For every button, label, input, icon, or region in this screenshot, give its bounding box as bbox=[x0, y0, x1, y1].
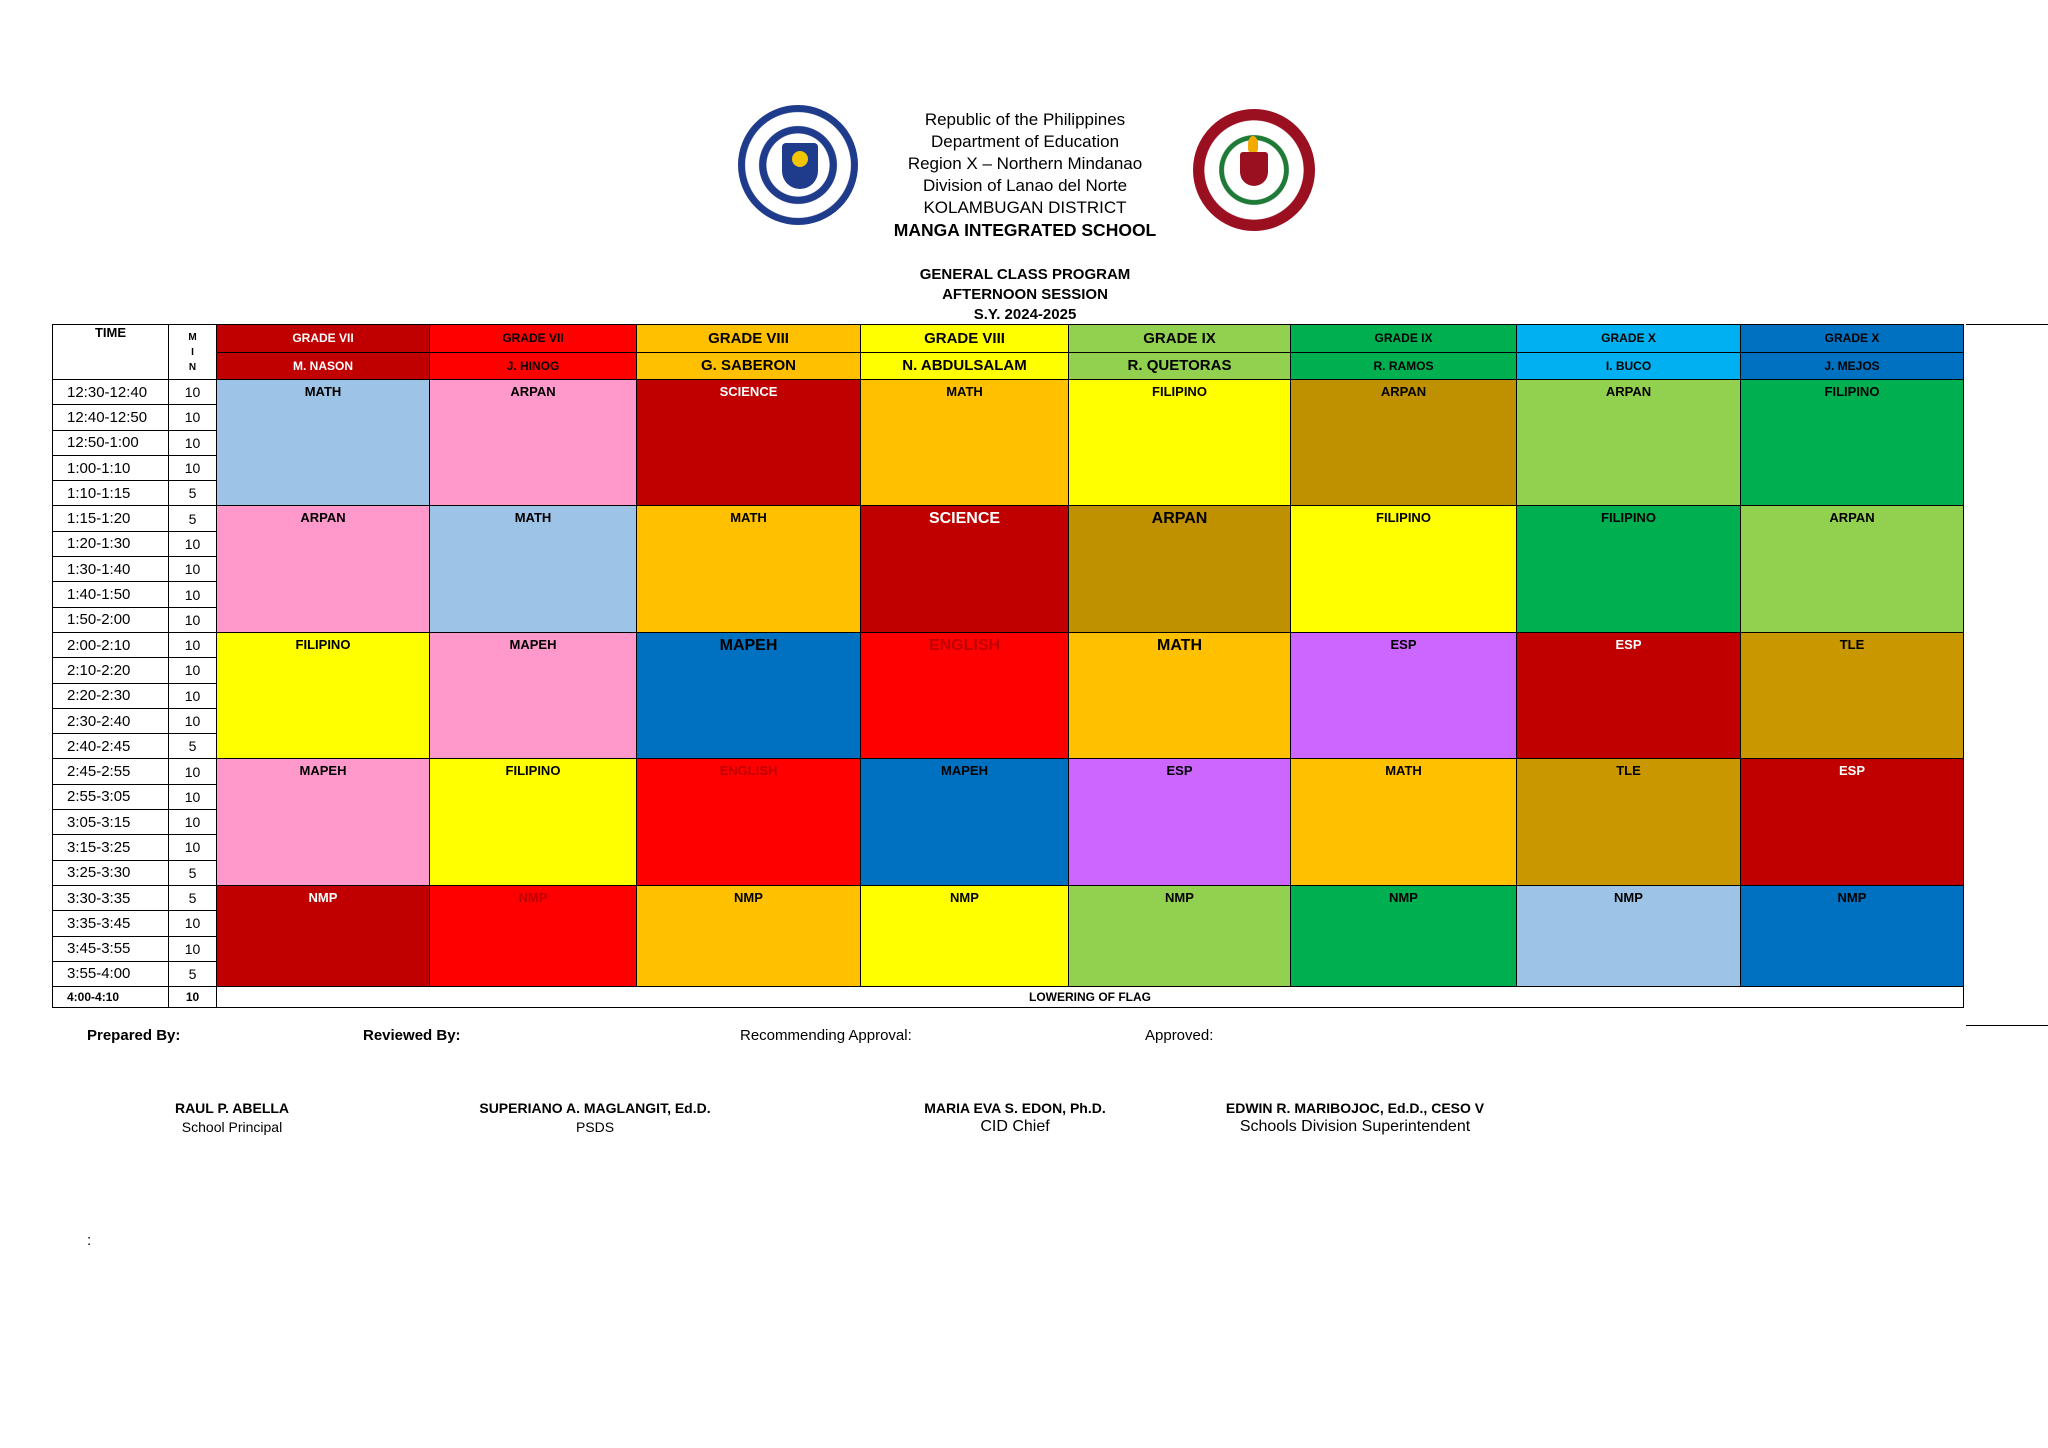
adviser-header: G. SABERON bbox=[637, 352, 861, 380]
time-cell: 3:30-3:35 bbox=[53, 885, 169, 910]
minutes-cell: 10 bbox=[169, 835, 217, 860]
grade-header: GRADE VIII bbox=[861, 325, 1069, 353]
signatory-name: RAUL P. ABELLA bbox=[174, 1100, 290, 1116]
grade-header: GRADE IX bbox=[1291, 325, 1517, 353]
adviser-header: R. QUETORAS bbox=[1069, 352, 1291, 380]
adviser-header: J. MEJOS bbox=[1741, 352, 1964, 380]
minutes-cell: 5 bbox=[169, 885, 217, 910]
time-cell: 2:45-2:55 bbox=[53, 759, 169, 784]
subject-cell: ENGLISH bbox=[637, 759, 861, 885]
minutes-cell: 10 bbox=[169, 430, 217, 455]
grade-header: GRADE X bbox=[1517, 325, 1741, 353]
time-cell: 1:30-1:40 bbox=[53, 557, 169, 582]
minutes-header-letter: N bbox=[188, 361, 197, 373]
table-edge-line bbox=[1966, 324, 2048, 325]
subject-cell: ARPAN bbox=[430, 380, 637, 506]
subject-cell: NMP bbox=[1517, 885, 1741, 986]
approved-label: Approved: bbox=[1145, 1027, 1214, 1044]
grade-header: GRADE VII bbox=[430, 325, 637, 353]
table-edge-line bbox=[1966, 1025, 2048, 1026]
subject-cell: FILIPINO bbox=[430, 759, 637, 885]
adviser-header: I. BUCO bbox=[1517, 352, 1741, 380]
minutes-cell: 10 bbox=[169, 936, 217, 961]
time-header: TIME bbox=[53, 325, 169, 380]
signatory-title: CID Chief bbox=[980, 1118, 1050, 1135]
minutes-cell: 5 bbox=[169, 481, 217, 506]
minutes-cell: 5 bbox=[169, 860, 217, 885]
subject-cell: MAPEH bbox=[217, 759, 430, 885]
subject-cell: FILIPINO bbox=[1741, 380, 1964, 506]
gov-line: Republic of the Philippines bbox=[924, 110, 1126, 129]
time-cell: 3:35-3:45 bbox=[53, 911, 169, 936]
grade-header: GRADE VIII bbox=[637, 325, 861, 353]
deped-seal-logo bbox=[738, 105, 858, 225]
agency-block bbox=[880, 109, 1170, 241]
subject-cell: TLE bbox=[1741, 632, 1964, 758]
signatory-name: EDWIN R. MARIBOJOC, Ed.D., CESO V bbox=[1225, 1100, 1485, 1116]
subject-cell: MAPEH bbox=[637, 632, 861, 758]
minutes-cell: 5 bbox=[169, 961, 217, 986]
subject-cell: MAPEH bbox=[861, 759, 1069, 885]
school-crest-icon bbox=[1240, 152, 1268, 186]
time-cell: 3:25-3:30 bbox=[53, 860, 169, 885]
minutes-cell: 10 bbox=[169, 708, 217, 733]
time-cell: 4:00-4:10 bbox=[53, 987, 169, 1008]
minutes-cell: 10 bbox=[169, 607, 217, 632]
signatory-name: SUPERIANO A. MAGLANGIT, Ed.D. bbox=[479, 1100, 711, 1116]
subject-cell: ARPAN bbox=[1517, 380, 1741, 506]
minutes-cell: 5 bbox=[169, 506, 217, 531]
deped-shield-icon bbox=[782, 143, 818, 189]
time-cell: 1:10-1:15 bbox=[53, 481, 169, 506]
gov-line: Division of Lanao del Norte bbox=[922, 176, 1128, 195]
letterhead bbox=[0, 105, 2048, 255]
class-program-table bbox=[52, 324, 1964, 1008]
minutes-header-letter: M bbox=[188, 331, 197, 343]
time-cell: 3:05-3:15 bbox=[53, 810, 169, 835]
subject-cell: NMP bbox=[637, 885, 861, 986]
time-cell: 1:00-1:10 bbox=[53, 455, 169, 480]
adviser-header: J. HINOG bbox=[430, 352, 637, 380]
time-cell: 3:45-3:55 bbox=[53, 936, 169, 961]
gov-line: KOLAMBUGAN DISTRICT bbox=[923, 198, 1127, 217]
recommending-approval-label: Recommending Approval: bbox=[740, 1027, 912, 1044]
adviser-header: R. RAMOS bbox=[1291, 352, 1517, 380]
subject-cell: NMP bbox=[1291, 885, 1517, 986]
subject-cell: NMP bbox=[1069, 885, 1291, 986]
subject-cell: FILIPINO bbox=[1291, 506, 1517, 632]
signatory-title: Schools Division Superintendent bbox=[1239, 1118, 1471, 1135]
time-slot-row bbox=[53, 885, 1964, 910]
program-title bbox=[880, 265, 1170, 325]
school-name: MANGA INTEGRATED SCHOOL bbox=[893, 220, 1157, 240]
subject-cell: ARPAN bbox=[1741, 506, 1964, 632]
school-seal-logo bbox=[1193, 109, 1315, 231]
minutes-cell: 10 bbox=[169, 531, 217, 556]
time-slot-row bbox=[53, 506, 1964, 531]
time-cell: 1:20-1:30 bbox=[53, 531, 169, 556]
reviewed-by-label: Reviewed By: bbox=[363, 1027, 461, 1044]
subject-cell: MAPEH bbox=[430, 632, 637, 758]
time-cell: 1:15-1:20 bbox=[53, 506, 169, 531]
subject-cell: ENGLISH bbox=[861, 632, 1069, 758]
subject-cell: NMP bbox=[1741, 885, 1964, 986]
time-cell: 2:20-2:30 bbox=[53, 683, 169, 708]
minutes-cell: 10 bbox=[169, 759, 217, 784]
time-cell: 12:40-12:50 bbox=[53, 405, 169, 430]
adviser-header: M. NASON bbox=[217, 352, 430, 380]
time-cell: 1:50-2:00 bbox=[53, 607, 169, 632]
subject-cell: NMP bbox=[861, 885, 1069, 986]
minutes-cell: 10 bbox=[169, 380, 217, 405]
gov-line: Region X – Northern Mindanao bbox=[907, 154, 1143, 173]
signatory-sds bbox=[1190, 1100, 1520, 1136]
subject-cell: FILIPINO bbox=[1069, 380, 1291, 506]
time-slot-row bbox=[53, 759, 1964, 784]
subject-cell: NMP bbox=[430, 885, 637, 986]
time-cell: 2:40-2:45 bbox=[53, 734, 169, 759]
program-name: GENERAL CLASS PROGRAM bbox=[919, 266, 1131, 283]
minutes-cell: 10 bbox=[169, 455, 217, 480]
time-cell: 2:55-3:05 bbox=[53, 784, 169, 809]
minutes-cell: 10 bbox=[169, 405, 217, 430]
grade-header: GRADE IX bbox=[1069, 325, 1291, 353]
adviser-header: N. ABDULSALAM bbox=[861, 352, 1069, 380]
minutes-header-letter: I bbox=[191, 346, 194, 358]
subject-cell: MATH bbox=[430, 506, 637, 632]
subject-cell: ESP bbox=[1741, 759, 1964, 885]
minutes-header bbox=[169, 325, 217, 380]
time-slot-row bbox=[53, 632, 1964, 657]
signatory-title: School Principal bbox=[181, 1119, 283, 1135]
minutes-cell: 10 bbox=[169, 658, 217, 683]
subject-cell: ESP bbox=[1069, 759, 1291, 885]
time-cell: 2:00-2:10 bbox=[53, 632, 169, 657]
subject-cell: ARPAN bbox=[217, 506, 430, 632]
minutes-cell: 10 bbox=[169, 784, 217, 809]
subject-cell: ARPAN bbox=[1069, 506, 1291, 632]
lowering-of-flag-cell: LOWERING OF FLAG bbox=[217, 987, 1964, 1008]
minutes-cell: 10 bbox=[169, 632, 217, 657]
subject-cell: MATH bbox=[1069, 632, 1291, 758]
signatory-principal bbox=[132, 1100, 332, 1135]
time-cell: 2:30-2:40 bbox=[53, 708, 169, 733]
program-school-year: S.Y. 2024-2025 bbox=[973, 306, 1077, 323]
subject-cell: ESP bbox=[1291, 632, 1517, 758]
signatory-psds bbox=[445, 1100, 745, 1135]
time-slot-row bbox=[53, 380, 1964, 405]
subject-cell: FILIPINO bbox=[217, 632, 430, 758]
minutes-cell: 10 bbox=[169, 911, 217, 936]
time-cell: 12:50-1:00 bbox=[53, 430, 169, 455]
subject-cell: MATH bbox=[637, 506, 861, 632]
subject-cell: ESP bbox=[1517, 632, 1741, 758]
prepared-by-label: Prepared By: bbox=[87, 1027, 181, 1044]
minutes-cell: 10 bbox=[169, 987, 217, 1008]
header-row-advisers bbox=[53, 352, 1964, 380]
minutes-cell: 10 bbox=[169, 557, 217, 582]
subject-cell: MATH bbox=[1291, 759, 1517, 885]
minutes-cell: 10 bbox=[169, 582, 217, 607]
time-cell: 3:55-4:00 bbox=[53, 961, 169, 986]
header-row-grades bbox=[53, 325, 1964, 353]
time-cell: 2:10-2:20 bbox=[53, 658, 169, 683]
minutes-cell: 10 bbox=[169, 683, 217, 708]
time-cell: 12:30-12:40 bbox=[53, 380, 169, 405]
grade-header: GRADE X bbox=[1741, 325, 1964, 353]
signatory-cid-chief bbox=[880, 1100, 1150, 1136]
minutes-cell: 10 bbox=[169, 810, 217, 835]
time-cell: 3:15-3:25 bbox=[53, 835, 169, 860]
minutes-cell: 5 bbox=[169, 734, 217, 759]
lowering-of-flag-row bbox=[53, 987, 1964, 1008]
subject-cell: SCIENCE bbox=[861, 506, 1069, 632]
grade-header: GRADE VII bbox=[217, 325, 430, 353]
subject-cell: MATH bbox=[861, 380, 1069, 506]
subject-cell: FILIPINO bbox=[1517, 506, 1741, 632]
subject-cell: ARPAN bbox=[1291, 380, 1517, 506]
subject-cell: NMP bbox=[217, 885, 430, 986]
program-session: AFTERNOON SESSION bbox=[942, 286, 1108, 303]
subject-cell: SCIENCE bbox=[637, 380, 861, 506]
signatory-title: PSDS bbox=[575, 1119, 615, 1135]
time-cell: 1:40-1:50 bbox=[53, 582, 169, 607]
gov-line: Department of Education bbox=[930, 132, 1120, 151]
subject-cell: MATH bbox=[217, 380, 430, 506]
footnote: : bbox=[87, 1232, 92, 1249]
subject-cell: TLE bbox=[1517, 759, 1741, 885]
signatory-name: MARIA EVA S. EDON, Ph.D. bbox=[924, 1100, 1106, 1116]
